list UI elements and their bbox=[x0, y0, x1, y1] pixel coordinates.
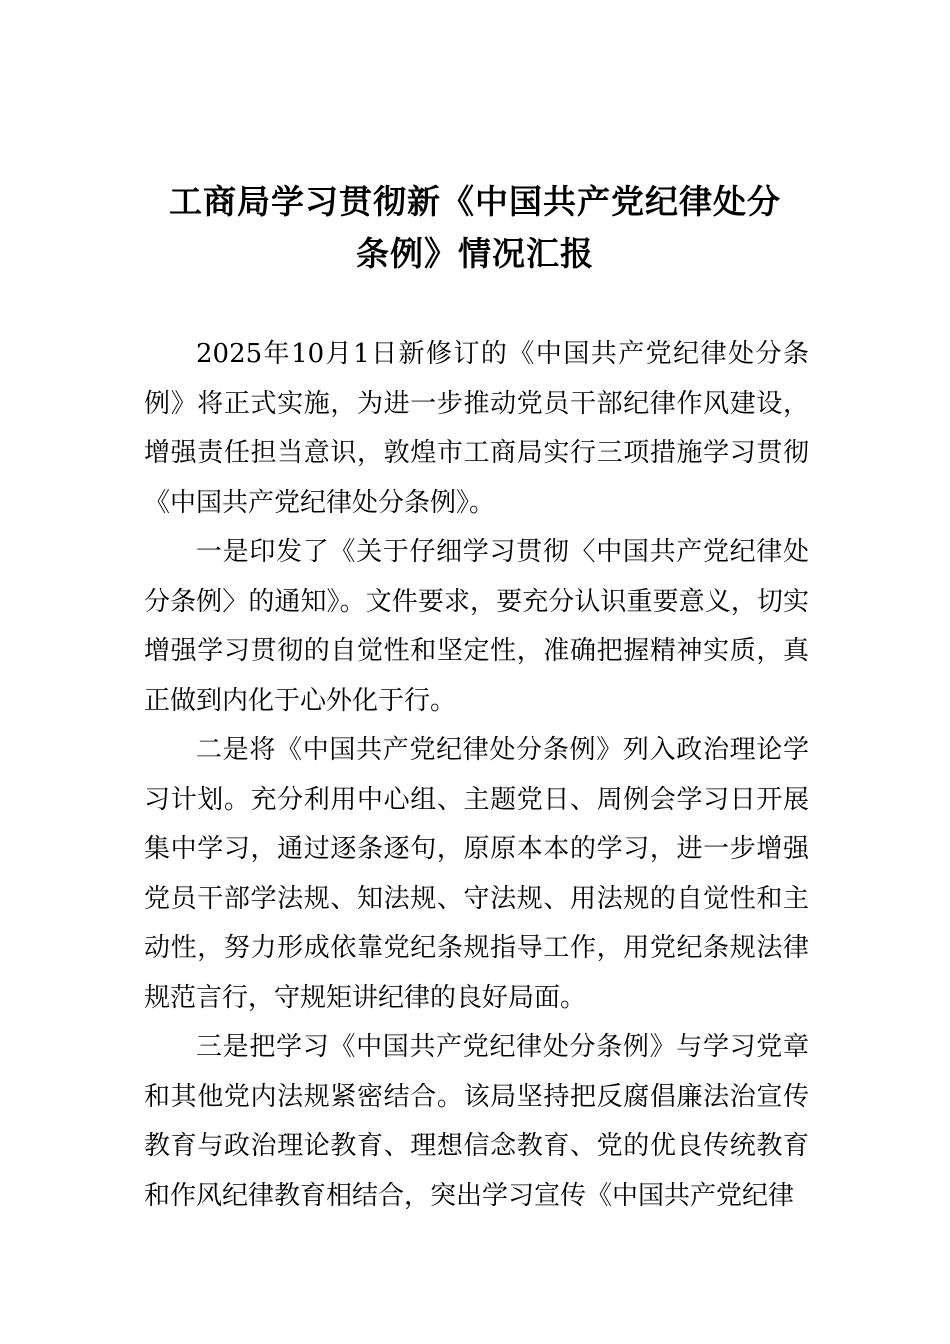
paragraph-measure-3: 三是把学习《中国共产党纪律处分条例》与学习党章和其他党内法规紧密结合。该局坚持把反腐倡廉法治宣传教育与政治理论教育、理想信念教育、党的优良传统教育和作风纪律教育相结合，突出学习宣传《中国共产党纪律 bbox=[144, 1032, 809, 1211]
paragraph-intro: 2025年10月1日新修订的《中国共产党纪律处分条例》将正式实施，为进一步推动党员干部纪律作风建设，增强责任担当意识，敦煌市工商局实行三项措施学习贯彻《中国共产党纪律处分条例》。 bbox=[144, 339, 809, 518]
paragraph-measure-2: 二是将《中国共产党纪律处分条例》列入政治理论学习计划。充分利用中心组、主题党日、周例会学习日开展集中学习，通过逐条逐句，原原本本的学习，进一步增强党员干部学法规、知法规、守法规、用法规的自觉性和主动性，努力形成依靠党纪条规指导工作，用党纪条规法律规范言行，守规矩讲纪律的良好局面。 bbox=[144, 735, 809, 1013]
document-title-line-1: 工商局学习贯彻新《中国共产党纪律处分 bbox=[169, 182, 781, 221]
document-title-line-2: 条例》情况汇报 bbox=[356, 234, 594, 273]
document-body bbox=[144, 330, 809, 1221]
paragraph-measure-1: 一是印发了《关于仔细学习贯彻〈中国共产党纪律处分条例〉的通知》。文件要求，要充分认识重要意义，切实增强学习贯彻的自觉性和坚定性，准确把握精神实质，真正做到内化于心外化于行。 bbox=[144, 537, 809, 716]
